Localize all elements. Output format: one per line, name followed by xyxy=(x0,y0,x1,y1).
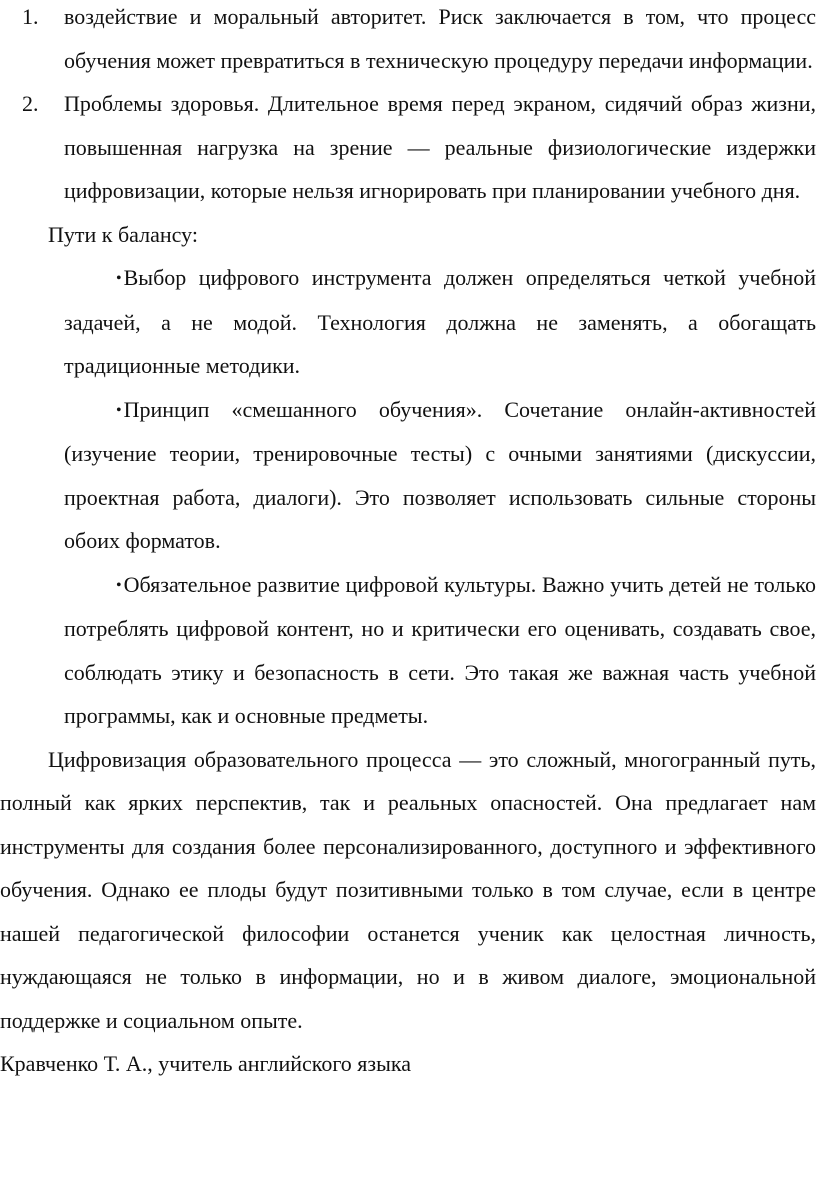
list-item-text: Проблемы здоровья. Длительное время перед экраном, сидячий образ жизни, повышенная нагрузка на зрение — реальные физиологические издержки цифровизации, которые нельзя игнорировать при планировании учебного дня. xyxy=(64,91,816,203)
list-number: 1. xyxy=(22,4,39,29)
list-item-text: воздействие и моральный авторитет. Риск заключается в том, что процесс обучения может превратиться в техническую процедуру передачи информации. xyxy=(64,4,816,73)
bullet-item-3 xyxy=(64,563,816,738)
bullet-text: Обязательное развитие цифровой культуры. Важно учить детей не только потреблять цифровой контент, но и критически его оценивать, создавать свое, соблюдать этику и безопасность в сети. Это такая же важная часть учебной программы, как и основные предметы. xyxy=(64,571,816,728)
author-signature: Кравченко Т. А., учитель английского языка xyxy=(0,1051,412,1076)
numbered-list-item-2 xyxy=(22,82,816,213)
bullet-icon: • xyxy=(116,576,122,594)
bullet-text: Принцип «смешанного обучения». Сочетание онлайн-активностей (изучение теории, тренировочные тесты) с очными занятиями (дискуссии, проектная работа, диалоги). Это позволяет использовать сильные стороны обоих форматов. xyxy=(64,396,816,553)
bullet-icon: • xyxy=(116,401,122,419)
numbered-list-item-1 xyxy=(22,0,816,82)
bullet-icon: • xyxy=(116,270,122,287)
section-label: Пути к балансу: xyxy=(48,221,198,247)
conclusion-paragraph: Цифровизация образовательного процесса — это сложный, многогранный путь, полный как ярких перспектив, так и реальных опасностей. Она предлагает нам инструменты для создания более персонализированного, доступного и эффективного обучения. Однако ее плоды будут позитивными только в том случае, если в центре нашей педагогической философии останется ученик как целостная личность, нуждающаяся не только в информации, но и в живом диалоге, эмоциональной поддержке и социальном опыте. xyxy=(0,746,816,1033)
list-number: 2. xyxy=(22,91,39,116)
bullet-item-2 xyxy=(64,388,816,563)
bullet-text: Выбор цифрового инструмента должен определяться четкой учебной задачей, а не модой. Технология должна не заменять, а обогащать традиционные методики. xyxy=(64,265,816,378)
bullet-item-1 xyxy=(64,256,816,388)
